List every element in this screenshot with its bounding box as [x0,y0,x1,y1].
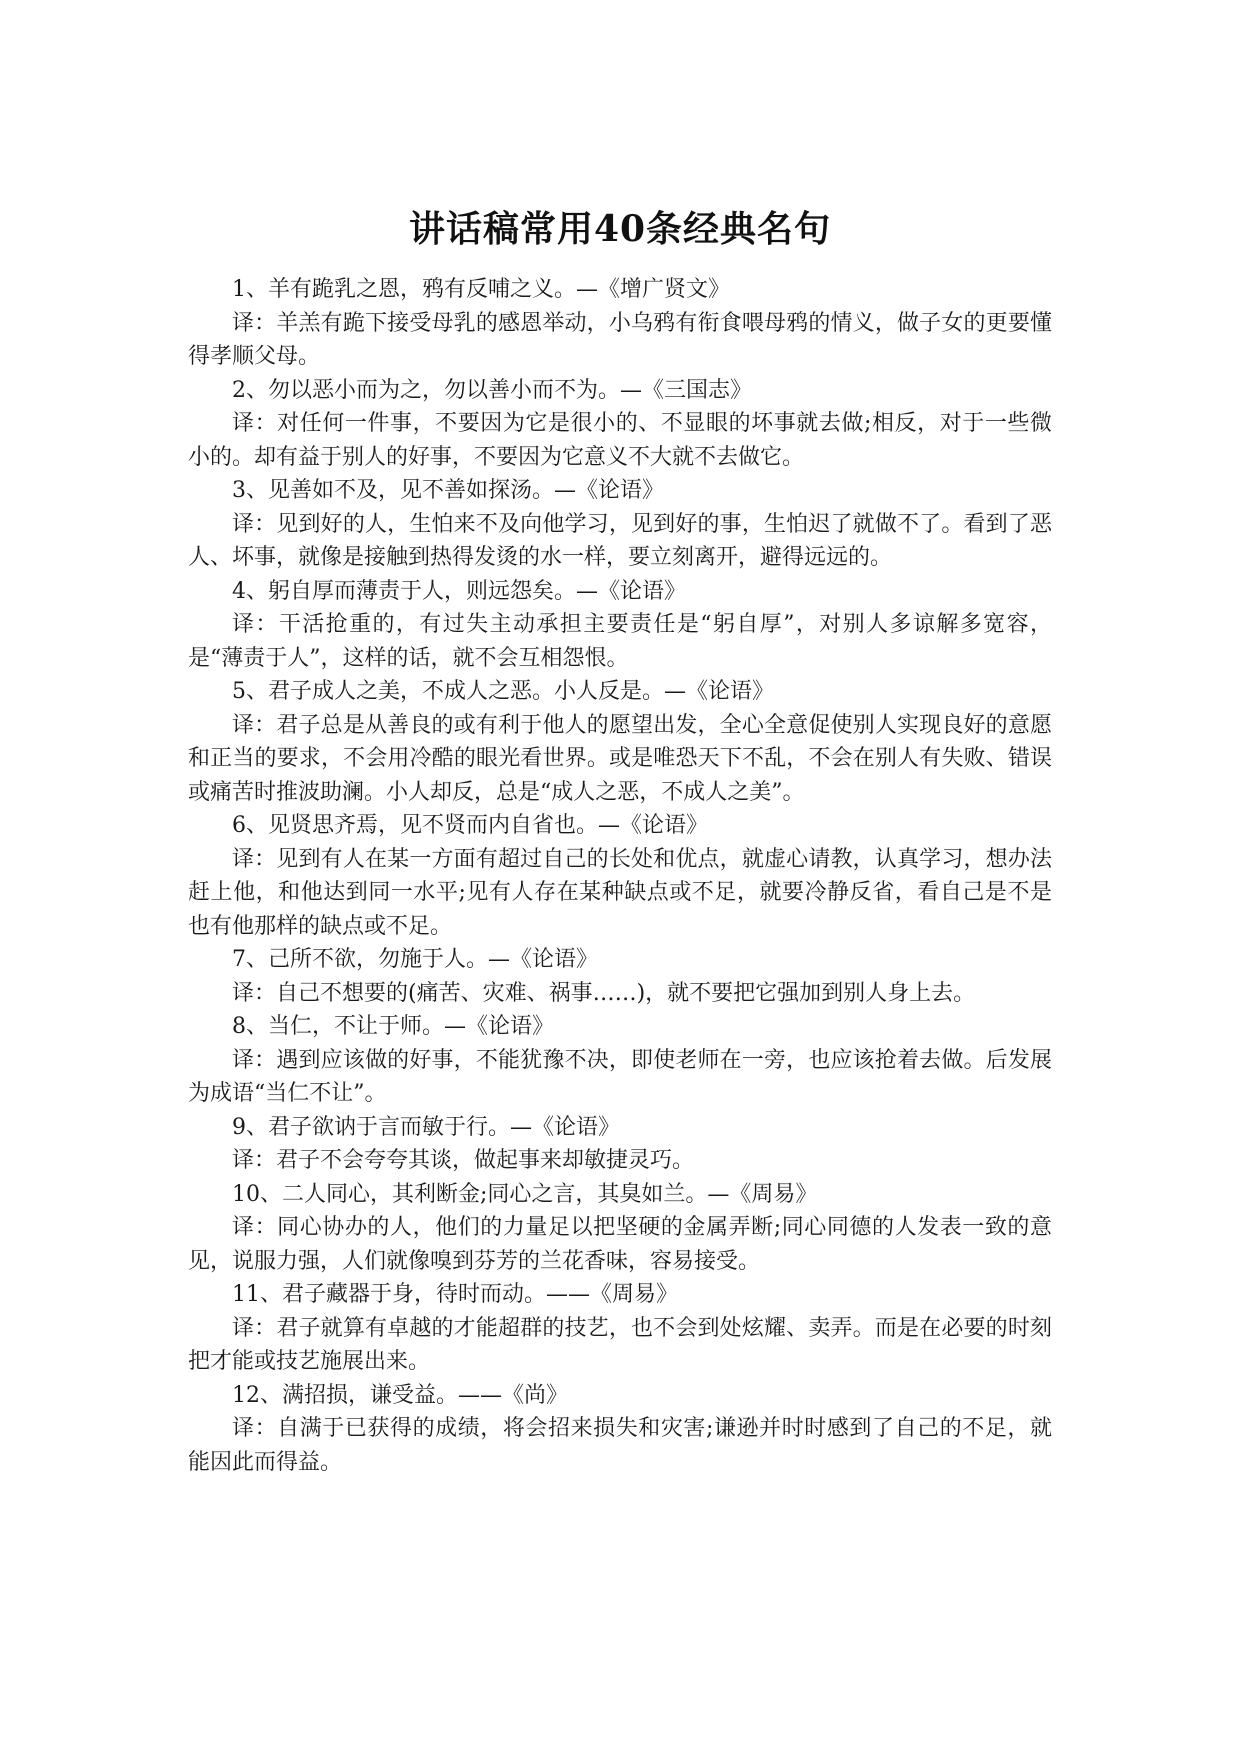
entry-translation: 译：君子不会夸夸其谈，做起事来却敏捷灵巧。 [232,1148,695,1173]
entry-quote: 10、二人同心，其利断金;同心之言，其臭如兰。—《周易》 [232,1181,818,1207]
entry-quote: 5、君子成人之美，不成人之恶。小人反是。—《论语》 [232,679,774,704]
entry-quote: 6、见贤思齐焉，见不贤而内自省也。—《论语》 [232,813,708,838]
entries-list [188,273,1052,1479]
entry-quote: 4、躬自厚而薄责于人，则远怨矣。—《论语》 [232,578,686,604]
entry-quote: 7、己所不欲，勿施于人。—《论语》 [232,947,598,972]
entry-translation: 译：自满于已获得的成绩，将会招来损失和灾害;谦逊并时时感到了自己的不足，就能因此而得益。 [188,1416,1052,1475]
entry-quote: 8、当仁，不让于师。—《论语》 [232,1014,554,1039]
entry-translation: 译：见到好的人，生怕来不及向他学习，见到好的事，生怕迟了就做不了。看到了恶人、坏事，就像是接触到热得发烫的水一样，要立刻离开，避得远远的。 [188,511,1052,570]
entry-translation: 译：羊羔有跪下接受母乳的感恩举动，小乌鸦有衔食喂母鸦的情义，做子女的更要懂得孝顺父母。 [188,310,1052,369]
entry-translation: 译：遇到应该做的好事，不能犹豫不决，即使老师在一旁，也应该抢着去做。后发展为成语“当仁不让”。 [188,1047,1052,1106]
entry-translation: 译：见到有人在某一方面有超过自己的长处和优点，就虚心请教，认真学习，想办法赶上他，和他达到同一水平;见有人存在某种缺点或不足，就要冷静反省，看自己是不是也有他那样的缺点或不足。 [188,846,1052,939]
document-title: 讲话稿常用40条经典名句 [408,208,832,250]
entry-translation: 译：对任何一件事，不要因为它是很小的、不显眼的坏事就去做;相反，对于一些微小的。却有益于别人的好事，不要因为它意义不大就不去做它。 [188,411,1052,470]
entry-quote: 11、君子藏器于身，待时而动。——《周易》 [232,1282,678,1307]
entry-quote: 9、君子欲讷于言而敏于行。—《论语》 [232,1114,620,1140]
entry-translation: 译：君子总是从善良的或有利于他人的愿望出发，全心全意促使别人实现良好的意愿和正当的要求，不会用冷酷的眼光看世界。或是唯恐天下不乱，不会在别人有失败、错误或痛苦时推波助澜。小人却反，总是“成人之恶，不成人之美”。 [188,712,1052,805]
entry-translation: 译：干活抢重的，有过失主动承担主要责任是“躬自厚”，对别人多谅解多宽容，是“薄责于人”，这样的话，就不会互相怨恨。 [188,612,1052,671]
entry-quote: 3、见善如不及，见不善如探汤。—《论语》 [232,478,664,503]
document-page [188,205,1052,1479]
entry-translation: 译：君子就算有卓越的才能超群的技艺，也不会到处炫耀、卖弄。而是在必要的时刻把才能或技艺施展出来。 [188,1315,1052,1374]
entry-quote: 2、勿以恶小而为之，勿以善小而不为。—《三国志》 [232,377,752,403]
entry-translation: 译：自己不想要的(痛苦、灾难、祸事……)，就不要把它强加到别人身上去。 [232,980,976,1006]
entry-translation: 译：同心协办的人，他们的力量足以把坚硬的金属弄断;同心同德的人发表一致的意见，说服力强，人们就像嗅到芬芳的兰花香味，容易接受。 [188,1215,1052,1274]
entry-quote: 1、羊有跪乳之恩，鸦有反哺之义。—《增广贤文》 [232,277,730,302]
entry-quote: 12、满招损，谦受益。——《尚》 [232,1382,568,1408]
